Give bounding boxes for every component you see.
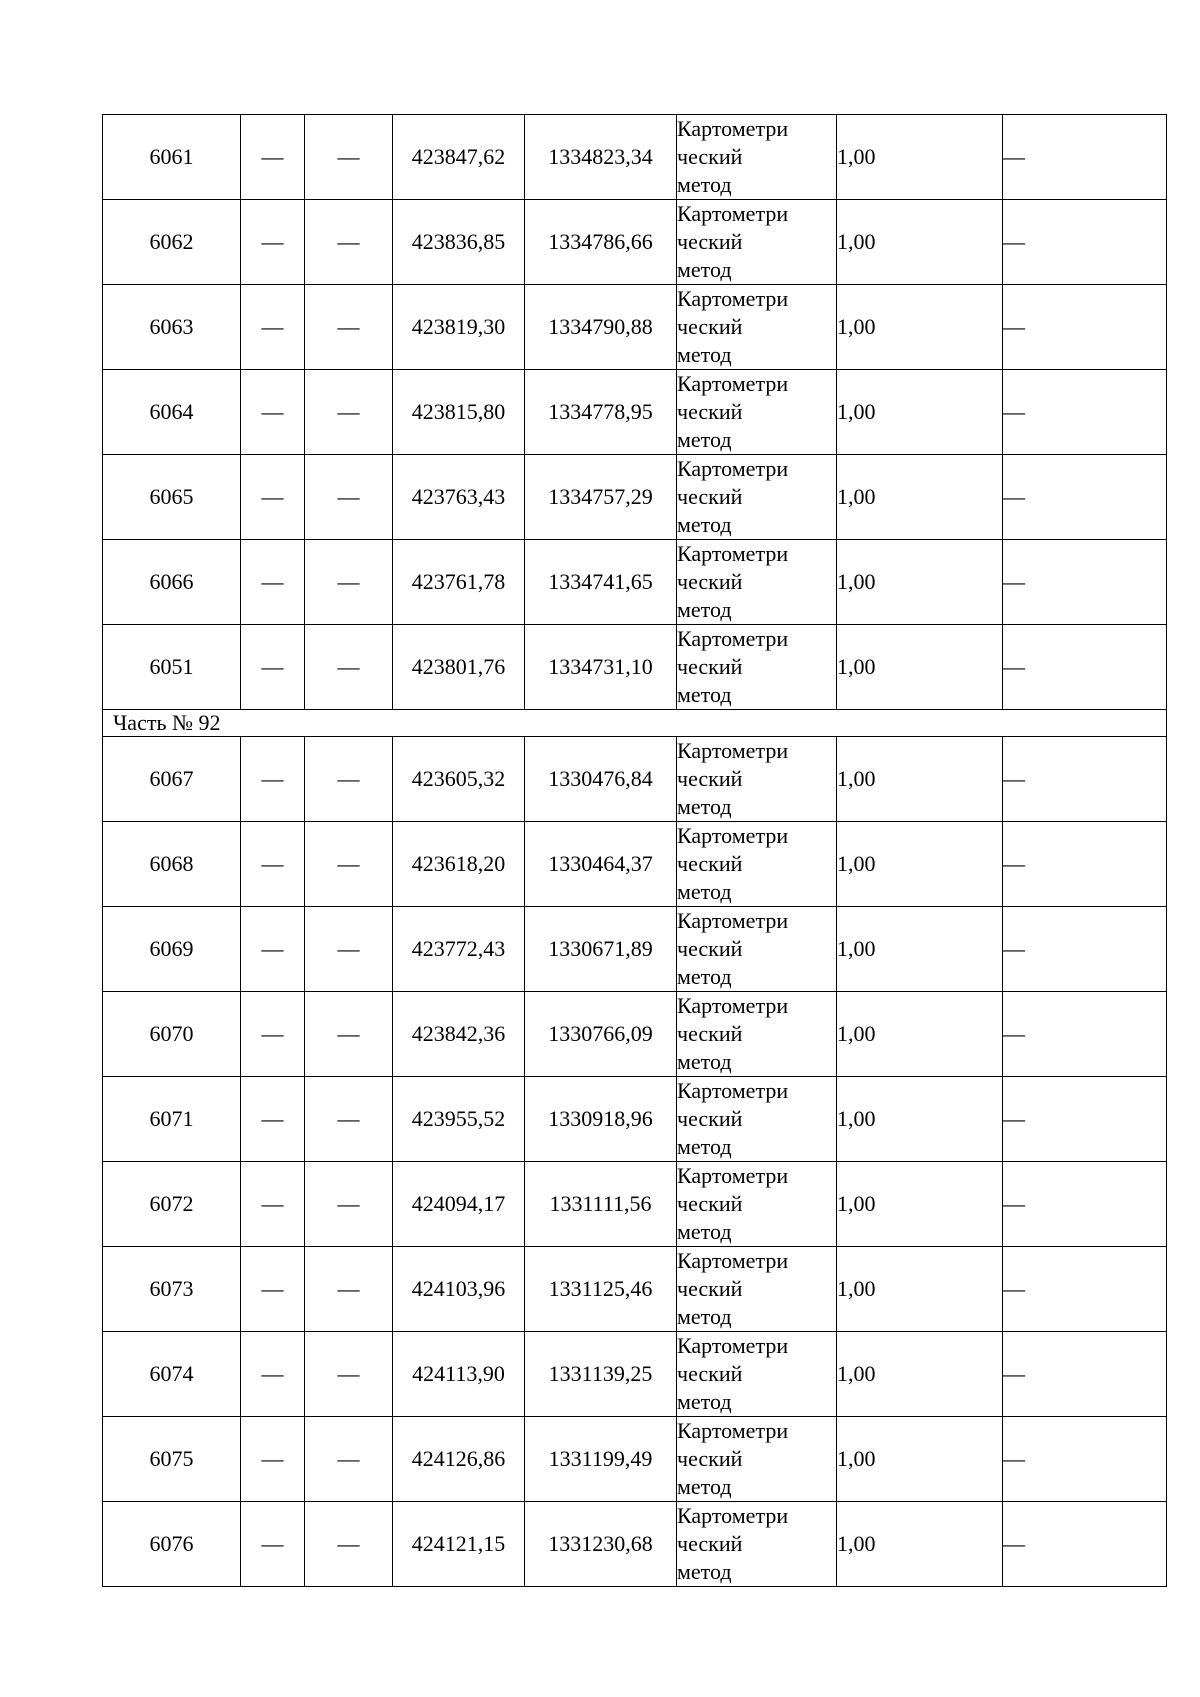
empty-cell-col3: —	[305, 907, 393, 992]
x-coordinate: 423763,43	[393, 455, 525, 540]
method-line: метод	[677, 964, 732, 989]
accuracy-cell: 1,00	[837, 285, 1003, 370]
empty-cell-col3: —	[305, 1417, 393, 1502]
accuracy-cell: 1,00	[837, 200, 1003, 285]
y-coordinate: 1330766,09	[525, 992, 677, 1077]
empty-cell-col3: —	[305, 737, 393, 822]
accuracy-cell: 1,00	[837, 625, 1003, 710]
x-coordinate: 424103,96	[393, 1247, 525, 1332]
empty-cell-col3: —	[305, 1332, 393, 1417]
part-label: Часть № 92	[103, 710, 1167, 737]
method-line: ческий	[677, 144, 743, 169]
table-row	[103, 992, 1167, 1077]
method-line: метод	[677, 1559, 732, 1584]
table-row	[103, 1077, 1167, 1162]
method-line: метод	[677, 1219, 732, 1244]
point-number: 6061	[103, 115, 241, 200]
y-coordinate: 1330464,37	[525, 822, 677, 907]
x-coordinate: 423955,52	[393, 1077, 525, 1162]
point-number: 6063	[103, 285, 241, 370]
y-coordinate: 1330476,84	[525, 737, 677, 822]
method-line: метод	[677, 1134, 732, 1159]
method-line: ческий	[677, 654, 743, 679]
y-coordinate: 1330671,89	[525, 907, 677, 992]
empty-cell-last: —	[1003, 115, 1167, 200]
method-line: ческий	[677, 1446, 743, 1471]
method-cell	[677, 1417, 837, 1502]
table-row	[103, 625, 1167, 710]
x-coordinate: 424121,15	[393, 1502, 525, 1587]
empty-cell-last: —	[1003, 1502, 1167, 1587]
empty-cell-last: —	[1003, 625, 1167, 710]
table-row	[103, 370, 1167, 455]
method-line: метод	[677, 172, 732, 197]
empty-cell-col3: —	[305, 1162, 393, 1247]
accuracy-cell: 1,00	[837, 1247, 1003, 1332]
part-section	[103, 710, 1167, 737]
empty-cell-last: —	[1003, 907, 1167, 992]
x-coordinate: 423815,80	[393, 370, 525, 455]
accuracy-cell: 1,00	[837, 822, 1003, 907]
method-cell	[677, 455, 837, 540]
point-number: 6076	[103, 1502, 241, 1587]
method-cell	[677, 992, 837, 1077]
empty-cell-last: —	[1003, 285, 1167, 370]
accuracy-cell: 1,00	[837, 370, 1003, 455]
x-coordinate: 423819,30	[393, 285, 525, 370]
table-row	[103, 1502, 1167, 1587]
method-line: Картометри	[677, 371, 789, 396]
empty-cell-col2: —	[241, 455, 305, 540]
method-cell	[677, 200, 837, 285]
method-line: метод	[677, 879, 732, 904]
method-line: Картометри	[677, 456, 789, 481]
accuracy-cell: 1,00	[837, 907, 1003, 992]
point-number: 6067	[103, 737, 241, 822]
accuracy-cell: 1,00	[837, 1417, 1003, 1502]
method-line: метод	[677, 512, 732, 537]
x-coordinate: 424094,17	[393, 1162, 525, 1247]
accuracy-cell: 1,00	[837, 540, 1003, 625]
method-line: Картометри	[677, 1503, 789, 1528]
method-line: Картометри	[677, 201, 789, 226]
method-cell	[677, 1247, 837, 1332]
table-row	[103, 907, 1167, 992]
method-line: Картометри	[677, 626, 789, 651]
point-number: 6072	[103, 1162, 241, 1247]
method-line: ческий	[677, 1361, 743, 1386]
accuracy-cell: 1,00	[837, 115, 1003, 200]
point-number: 6070	[103, 992, 241, 1077]
empty-cell-last: —	[1003, 1077, 1167, 1162]
empty-cell-last: —	[1003, 822, 1167, 907]
table-row	[103, 455, 1167, 540]
empty-cell-col2: —	[241, 625, 305, 710]
table-row	[103, 540, 1167, 625]
method-cell	[677, 285, 837, 370]
empty-cell-col3: —	[305, 540, 393, 625]
empty-cell-last: —	[1003, 200, 1167, 285]
table-row	[103, 115, 1167, 200]
method-line: Картометри	[677, 286, 789, 311]
empty-cell-col3: —	[305, 1247, 393, 1332]
method-line: Картометри	[677, 1248, 789, 1273]
empty-cell-col2: —	[241, 1417, 305, 1502]
accuracy-cell: 1,00	[837, 1077, 1003, 1162]
method-cell	[677, 822, 837, 907]
empty-cell-col2: —	[241, 822, 305, 907]
method-line: метод	[677, 794, 732, 819]
method-line: Картометри	[677, 1078, 789, 1103]
method-line: метод	[677, 342, 732, 367]
x-coordinate: 423801,76	[393, 625, 525, 710]
method-line: Картометри	[677, 1418, 789, 1443]
method-line: ческий	[677, 399, 743, 424]
empty-cell-col2: —	[241, 1247, 305, 1332]
y-coordinate: 1334778,95	[525, 370, 677, 455]
table-row	[103, 822, 1167, 907]
empty-cell-col2: —	[241, 737, 305, 822]
point-number: 6074	[103, 1332, 241, 1417]
method-line: метод	[677, 1049, 732, 1074]
table-body-before	[103, 115, 1167, 710]
method-line: метод	[677, 682, 732, 707]
table-row	[103, 1247, 1167, 1332]
accuracy-cell: 1,00	[837, 455, 1003, 540]
coordinates-table	[102, 114, 1167, 1587]
method-line: ческий	[677, 1106, 743, 1131]
empty-cell-last: —	[1003, 1332, 1167, 1417]
x-coordinate: 423772,43	[393, 907, 525, 992]
method-cell	[677, 1077, 837, 1162]
empty-cell-col2: —	[241, 1077, 305, 1162]
y-coordinate: 1331125,46	[525, 1247, 677, 1332]
accuracy-cell: 1,00	[837, 992, 1003, 1077]
method-cell	[677, 115, 837, 200]
table-row	[103, 1162, 1167, 1247]
table-row	[103, 200, 1167, 285]
empty-cell-col2: —	[241, 1502, 305, 1587]
accuracy-cell: 1,00	[837, 1332, 1003, 1417]
y-coordinate: 1331139,25	[525, 1332, 677, 1417]
empty-cell-last: —	[1003, 370, 1167, 455]
method-cell	[677, 1332, 837, 1417]
empty-cell-col3: —	[305, 285, 393, 370]
point-number: 6064	[103, 370, 241, 455]
table-row	[103, 1417, 1167, 1502]
y-coordinate: 1330918,96	[525, 1077, 677, 1162]
method-line: ческий	[677, 1021, 743, 1046]
empty-cell-col2: —	[241, 1332, 305, 1417]
method-cell	[677, 907, 837, 992]
x-coordinate: 424126,86	[393, 1417, 525, 1502]
y-coordinate: 1334757,29	[525, 455, 677, 540]
point-number: 6065	[103, 455, 241, 540]
method-line: Картометри	[677, 738, 789, 763]
empty-cell-col2: —	[241, 907, 305, 992]
empty-cell-last: —	[1003, 1162, 1167, 1247]
method-line: Картометри	[677, 993, 789, 1018]
accuracy-cell: 1,00	[837, 1502, 1003, 1587]
empty-cell-col3: —	[305, 822, 393, 907]
method-line: Картометри	[677, 1163, 789, 1188]
empty-cell-last: —	[1003, 455, 1167, 540]
point-number: 6071	[103, 1077, 241, 1162]
method-line: ческий	[677, 1276, 743, 1301]
method-line: ческий	[677, 1191, 743, 1216]
method-line: Картометри	[677, 541, 789, 566]
x-coordinate: 423605,32	[393, 737, 525, 822]
empty-cell-col3: —	[305, 625, 393, 710]
method-line: ческий	[677, 766, 743, 791]
x-coordinate: 423761,78	[393, 540, 525, 625]
empty-cell-col3: —	[305, 370, 393, 455]
x-coordinate: 423847,62	[393, 115, 525, 200]
method-line: ческий	[677, 314, 743, 339]
empty-cell-last: —	[1003, 737, 1167, 822]
y-coordinate: 1334741,65	[525, 540, 677, 625]
empty-cell-col2: —	[241, 115, 305, 200]
empty-cell-col3: —	[305, 1502, 393, 1587]
empty-cell-col3: —	[305, 115, 393, 200]
accuracy-cell: 1,00	[837, 737, 1003, 822]
method-cell	[677, 625, 837, 710]
method-cell	[677, 1502, 837, 1587]
method-line: метод	[677, 1389, 732, 1414]
method-line: ческий	[677, 569, 743, 594]
table-row	[103, 737, 1167, 822]
method-line: метод	[677, 1304, 732, 1329]
y-coordinate: 1334786,66	[525, 200, 677, 285]
method-line: Картометри	[677, 1333, 789, 1358]
empty-cell-col3: —	[305, 992, 393, 1077]
point-number: 6051	[103, 625, 241, 710]
method-line: метод	[677, 1474, 732, 1499]
empty-cell-last: —	[1003, 992, 1167, 1077]
y-coordinate: 1331111,56	[525, 1162, 677, 1247]
empty-cell-last: —	[1003, 1247, 1167, 1332]
empty-cell-col2: —	[241, 370, 305, 455]
point-number: 6069	[103, 907, 241, 992]
x-coordinate: 423618,20	[393, 822, 525, 907]
y-coordinate: 1334823,34	[525, 115, 677, 200]
method-line: метод	[677, 257, 732, 282]
method-cell	[677, 1162, 837, 1247]
method-line: ческий	[677, 851, 743, 876]
method-cell	[677, 540, 837, 625]
empty-cell-col2: —	[241, 285, 305, 370]
empty-cell-col2: —	[241, 540, 305, 625]
table-row	[103, 285, 1167, 370]
empty-cell-col3: —	[305, 455, 393, 540]
empty-cell-col3: —	[305, 1077, 393, 1162]
y-coordinate: 1334731,10	[525, 625, 677, 710]
y-coordinate: 1334790,88	[525, 285, 677, 370]
table-body-after	[103, 737, 1167, 1587]
accuracy-cell: 1,00	[837, 1162, 1003, 1247]
y-coordinate: 1331230,68	[525, 1502, 677, 1587]
method-line: Картометри	[677, 116, 789, 141]
empty-cell-last: —	[1003, 540, 1167, 625]
empty-cell-last: —	[1003, 1417, 1167, 1502]
empty-cell-col3: —	[305, 200, 393, 285]
y-coordinate: 1331199,49	[525, 1417, 677, 1502]
point-number: 6073	[103, 1247, 241, 1332]
method-line: Картометри	[677, 908, 789, 933]
empty-cell-col2: —	[241, 1162, 305, 1247]
method-cell	[677, 370, 837, 455]
method-line: ческий	[677, 229, 743, 254]
x-coordinate: 423842,36	[393, 992, 525, 1077]
method-line: метод	[677, 427, 732, 452]
x-coordinate: 423836,85	[393, 200, 525, 285]
part-header-row	[103, 710, 1167, 737]
empty-cell-col2: —	[241, 992, 305, 1077]
point-number: 6066	[103, 540, 241, 625]
method-line: ческий	[677, 936, 743, 961]
method-line: Картометри	[677, 823, 789, 848]
point-number: 6075	[103, 1417, 241, 1502]
method-line: метод	[677, 597, 732, 622]
method-line: ческий	[677, 484, 743, 509]
empty-cell-col2: —	[241, 200, 305, 285]
point-number: 6062	[103, 200, 241, 285]
table-row	[103, 1332, 1167, 1417]
x-coordinate: 424113,90	[393, 1332, 525, 1417]
method-line: ческий	[677, 1531, 743, 1556]
point-number: 6068	[103, 822, 241, 907]
method-cell	[677, 737, 837, 822]
